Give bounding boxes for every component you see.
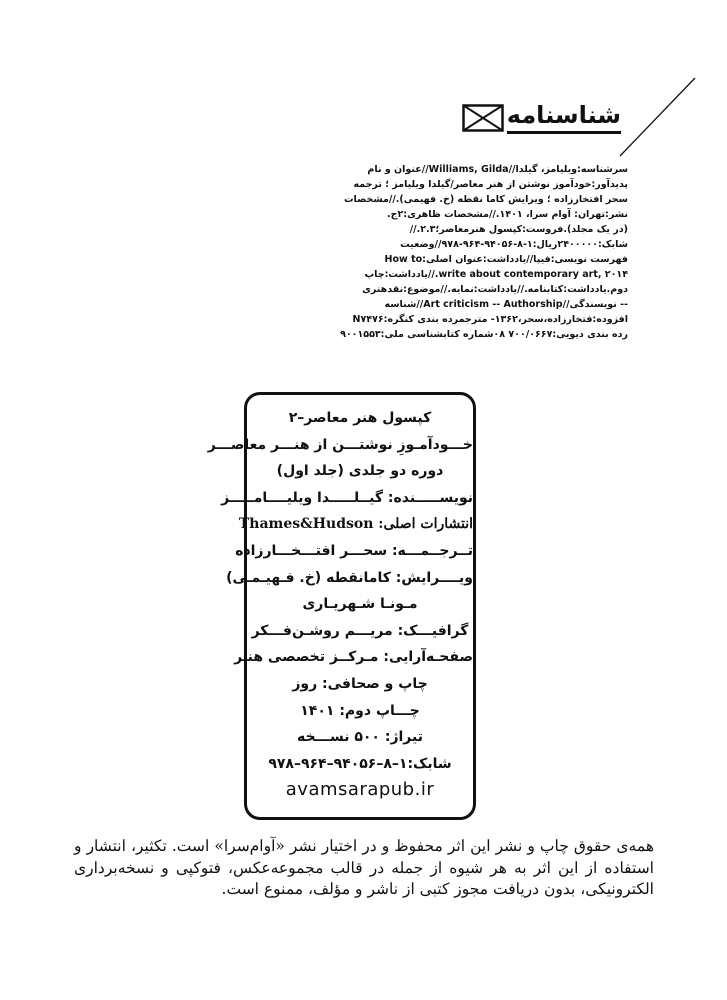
graphic-credit: گرافیـــک: مریـــم روشـن‌فـــکر (251, 622, 469, 639)
author-credit: نویســـــنده: گیــلـــــدا ویلیــــامـــــز (221, 489, 473, 506)
crossed-box-icon (462, 104, 504, 132)
cip-line: سحر افتخارزاده ؛ ویرایش کاما نقطه (خ. فهیمی).//مشخصات (344, 194, 628, 205)
original-publisher: انتشارات اصلی: Thames&Hudson (238, 516, 473, 533)
book-title: خـــودآمـوزِ نوشتـــن از هنـــر معاصـــر (207, 436, 473, 453)
heading-title: شناسنامه (507, 100, 621, 134)
page-heading (462, 100, 621, 134)
series-title: کپسول هنر معاصر–۲ (288, 410, 432, 426)
publisher-website: avamsarapub.ir (285, 779, 435, 801)
co-editor-credit: مـونـا شـهریـاری (302, 596, 418, 613)
cataloging-in-publication (258, 162, 628, 342)
cip-line: دوم.یادداشت:کتابنامه.//یادداشت:نمایه.//موضوع:نقدهنری (362, 284, 628, 295)
copyright-notice: همه‌ی حقوق چاپ و نشر این اثر محفوظ و در اختیار نشر «آوام‌سرا» است. تکثیر، انتشار و استفاده از این اثر به هر شیوه از جمله در قالب مجموعه‌عکس، فتوکپی و نسخه‌برداری الکترونیکی، بدون دریافت مجوز کتبی از ناشر و مؤلف، ممنوع است. (74, 837, 654, 898)
cip-line: افزوده:فتخارزاده،سحر،۱۳۶۲- مترجمرده بندی کنگره:N۷۴۷۶ (352, 314, 628, 325)
cip-line: write about contemporary art, ۲۰۱۴.//یادداشت:چاپ (364, 269, 628, 280)
cip-line: سرشناسه:ویلیامز، گیلدا//Williams, Gilda//عنوان و نام (367, 164, 628, 175)
cip-line: (در یک مجلد).فروست:کپسول هنرمعاصر؛۲.۳.// (409, 224, 628, 235)
print-run: تیراژ: ۵۰۰ نســـخه (297, 729, 423, 746)
cip-line: پدیدآور:خودآموز نوشتن از هنر معاصر/گیلدا ویلیامز ؛ ترجمه (353, 179, 628, 190)
credits-box (207, 392, 476, 820)
cip-line: فهرست نویسی:فیپا//یادداشت:عنوان اصلی:How to (384, 254, 628, 265)
cip-line: نشر:تهران: آوام سرا، ۱۴۰۱.//مشخصات ظاهری:۲ج. (386, 209, 628, 220)
cip-line: -- نویسندگی//Art criticism -- Authorship//شناسه (384, 299, 628, 310)
translator-credit: تــرجــمـــه: سحـــر افتـــخـــارزاده (235, 542, 473, 559)
volume-info: دوره دو جلدی (جلد اول) (276, 463, 444, 480)
isbn: شابک:۱–۸–۹۴۰۵۶–۹۶۴–۹۷۸ (268, 755, 452, 772)
print-credit: چاپ و صحافی: روز (292, 675, 428, 692)
cip-line: رده بندی دیویی:۷۰۰/۰۶۶۷ ۰۸شماره کتابشناسی ملی:۹۰۰۱۵۵۳ (340, 329, 628, 340)
edition-info: چـــاپ دوم: ۱۴۰۱ (300, 702, 420, 719)
layout-credit: صفحـه‌آرایی: مـرکــز تخصصی هنـر (234, 649, 473, 666)
editor-credit: ویــــرایش: کامانقطه (خ. فـهیـمـی) (226, 569, 473, 586)
cip-line: شابک:۲۴۰۰۰۰۰ریال:۱-۸-۹۴۰۵۶-۹۶۴-۹۷۸//وضعیت (400, 239, 628, 250)
